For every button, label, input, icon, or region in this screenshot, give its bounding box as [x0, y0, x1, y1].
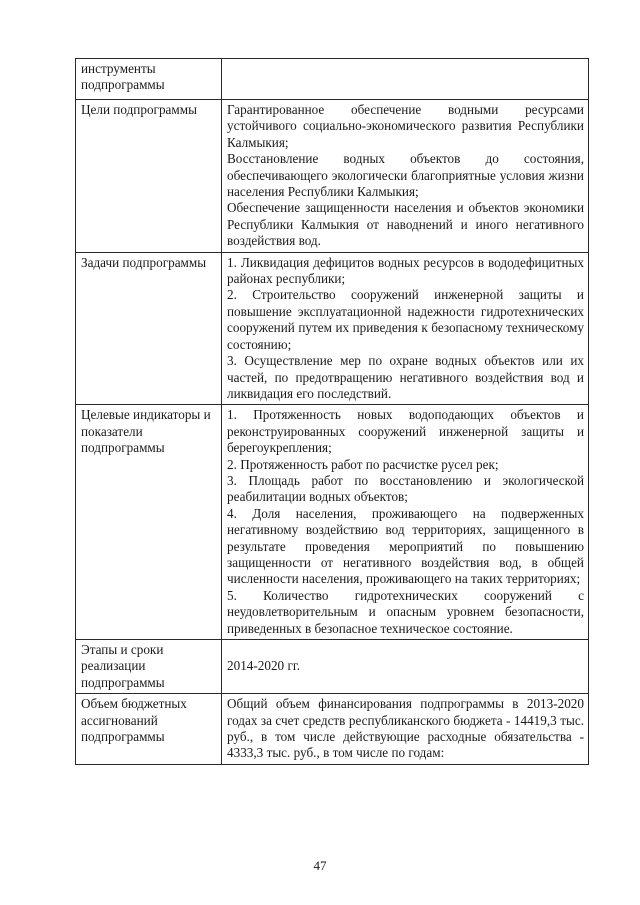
row-content — [222, 694, 589, 765]
table-row-stages — [76, 640, 589, 694]
page-number: 47 — [313, 858, 327, 873]
row-label: инструменты подпрограммы — [76, 59, 222, 100]
table-row-goals — [76, 100, 589, 253]
row-content-empty — [222, 59, 589, 100]
row-label: Задачи подпрограммы — [76, 252, 222, 405]
indicator-item: 3. Площадь работ по восстановлению и экологической реабилитации водных объектов; — [227, 472, 584, 505]
row-label: Цели подпрограммы — [76, 100, 222, 253]
goal-paragraph: Обеспечение защищенности населения и объектов экономики Республики Калмыкия от наводнений и иного негативного воздействия вод. — [227, 200, 584, 249]
table-row-tasks — [76, 252, 589, 405]
row-label: Этапы и сроки реализации подпрограммы — [76, 640, 222, 694]
row-label: Объем бюджетных ассигнований подпрограммы — [76, 694, 222, 765]
task-item: 2. Строительство сооружений инженерной защиты и повышение эксплуатационной надежности гидротехнических сооружений путем их приведения к безопасному техническому состоянию; — [227, 287, 584, 352]
goal-paragraph: Гарантированное обеспечение водными ресурсами устойчивого социально-экономического развития Республики Калмыкия; — [227, 102, 584, 150]
row-content — [222, 100, 589, 253]
indicator-item: 4. Доля населения, проживающего на подверженных негативному воздействию вод территориях, защищенного в результате проведения мероприятий по повышению защищенности от негативного воздействия вод, в общей численности населения, проживающего на таких территориях; — [227, 505, 584, 587]
indicator-item: 5. Количество гидротехнических сооружений с неудовлетворительным и опасным уровнем безопасности, приведенных в безопасное техническое состояние. — [227, 587, 584, 636]
subprogram-passport-table — [75, 58, 589, 765]
row-label: Целевые индикаторы и показатели подпрограммы — [76, 405, 222, 640]
indicator-item: 1. Протяженность новых водоподающих объектов и реконструированных сооружений инженерной защиты и берегоукрепления; — [227, 407, 584, 456]
row-content — [222, 252, 589, 405]
goal-paragraph: Восстановление водных объектов до состояния, обеспечивающего экологически благоприятные условия жизни населения Республики Калмыкия; — [227, 151, 584, 200]
task-item: 1. Ликвидация дефицитов водных ресурсов в вододефицитных районах республики; — [227, 254, 584, 287]
table-row-indicators — [76, 405, 589, 640]
row-content — [222, 405, 589, 640]
indicator-item: 2. Протяженность работ по расчистке русел рек; — [227, 456, 499, 472]
table-row-instruments — [76, 59, 589, 100]
budget-paragraph: Общий объем финансирования подпрограммы в 2013-2020 годах за счет средств республиканского бюджета - 14419,3 тыс. руб., в том числе действующие расходные обязательства - 4333,3 тыс. руб., в том числе по годам: — [227, 696, 584, 761]
table-row-budget — [76, 694, 589, 765]
stages-period: 2014-2020 гг. — [222, 640, 589, 694]
task-item: 3. Осуществление мер по охране водных объектов или их частей, по предотвращению негативного воздействия вод и ликвидация его последствий. — [227, 353, 584, 401]
